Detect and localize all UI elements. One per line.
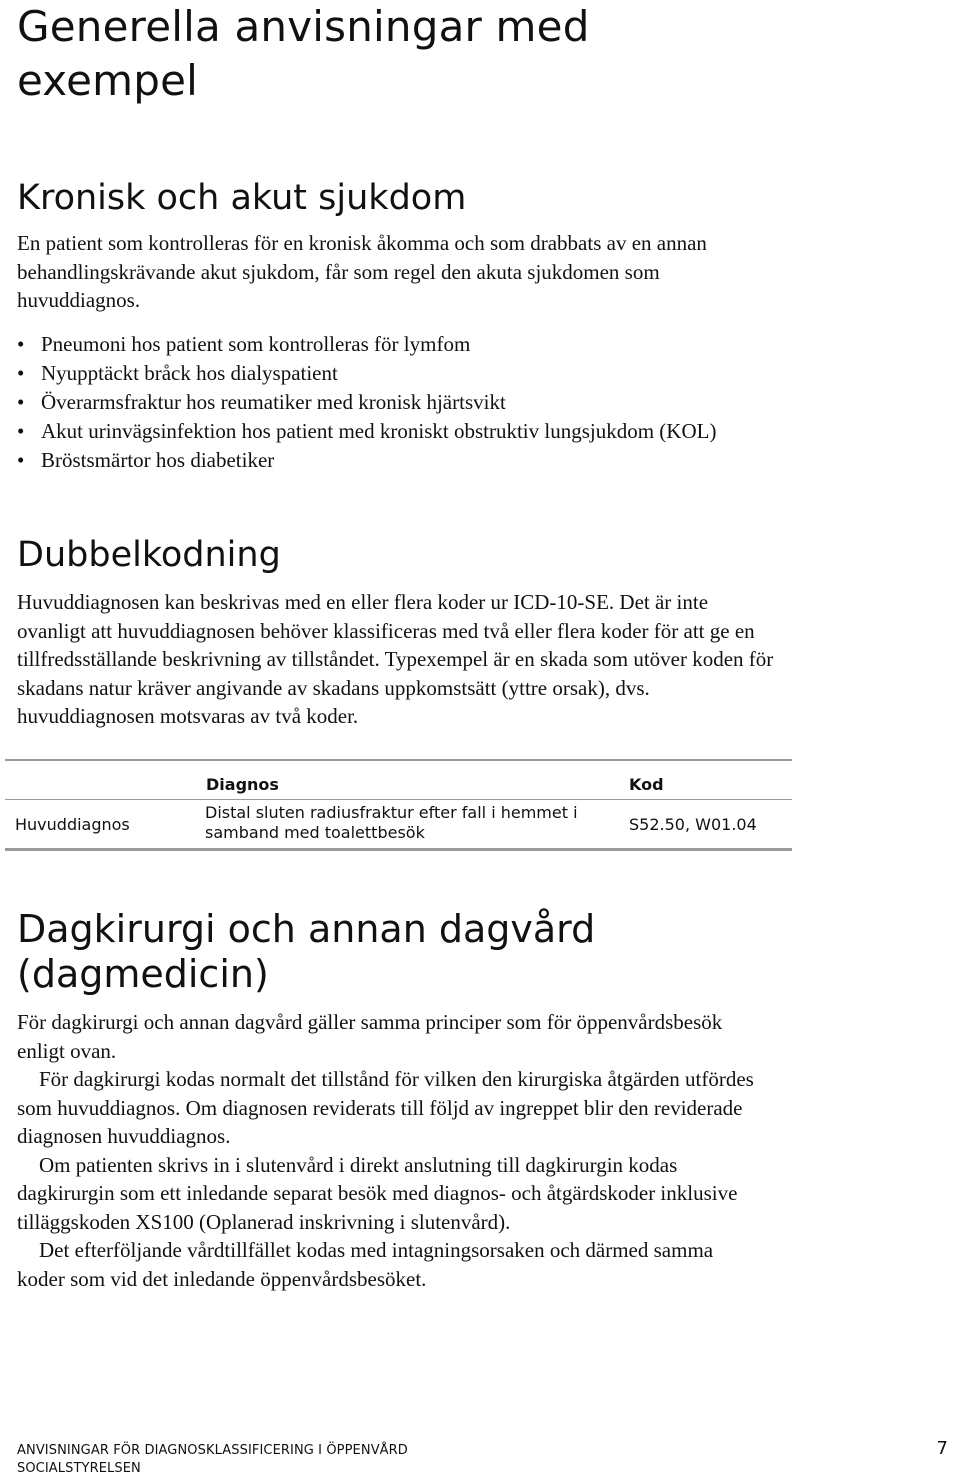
column-header-kod: Kod <box>629 775 664 794</box>
kronisk-intro-paragraph: En patient som kontrolleras för en kronisk åkomma och som drabbats av en annan behandlingskrävande akut sjukdom, får som regel den akuta sjukdomen som huvuddiagnos. <box>17 231 707 312</box>
dubbelkodning-paragraph: Huvuddiagnosen kan beskrivas med en eller flera koder ur ICD-10-SE. Det är inte ovanligt att huvuddiagnosen behöver klassificeras med två eller flera koder för att ge en tillfredsställande beskrivning av tillståndet. Typexempel är en skada som utöver koden för skadans natur kräver angivande av skadans uppkomstsätt (yttre orsak), dvs. huvuddiagnosen motsvaras av två koder. <box>17 590 774 728</box>
dagkirurgi-paragraph-3: Om patienten skrivs in i slutenvård i direkt anslutning till dagkirurgin kodas dagkirurgin som ett inledande separat besök med diagnos- och åtgärdskoder inklusive tilläggskoden XS100 (Oplanerad inskrivning i slutenvård). <box>17 1152 738 1234</box>
list-item <box>17 446 777 475</box>
page-title: Generella anvisningar med exempel <box>17 2 590 105</box>
section-heading-dubbelkodning: Dubbelkodning <box>17 535 281 575</box>
bullet-icon: • <box>17 390 25 414</box>
list-item <box>17 417 777 446</box>
cell-diagnos: Distal sluten radiusfraktur efter fall i hemmet i samband med toalettbesök <box>205 803 578 842</box>
bullet-icon: • <box>17 361 25 385</box>
bullet-icon: • <box>17 419 25 443</box>
kronisk-examples-list <box>17 330 777 475</box>
dagkirurgi-paragraph-1: För dagkirurgi och annan dagvård gäller samma principer som för öppenvårdsbesök enligt ovan. <box>17 1010 723 1063</box>
list-item <box>17 388 777 417</box>
list-item-text: Akut urinvägsinfektion hos patient med kroniskt obstruktiv lungsjukdom (KOL) <box>41 419 717 443</box>
footer-publisher: SOCIALSTYRELSEN <box>17 1461 141 1476</box>
table-header-row <box>5 761 792 800</box>
bullet-icon: • <box>17 332 25 356</box>
section-heading-kronisk: Kronisk och akut sjukdom <box>17 178 467 218</box>
list-item-text: Bröstsmärtor hos diabetiker <box>41 448 275 472</box>
page-number: 7 <box>936 1438 948 1459</box>
list-item <box>17 359 777 388</box>
bullet-icon: • <box>17 448 25 472</box>
page-footer <box>17 1442 408 1478</box>
dagkirurgi-paragraph-2: För dagkirurgi kodas normalt det tillstånd för vilken den kirurgiska åtgärden utfördes som huvuddiagnos. Om diagnosen reviderats till följd av ingreppet blir den reviderade diagnosen huvuddiagnos. <box>17 1067 754 1148</box>
list-item <box>17 330 777 359</box>
footer-document-title: ANVISNINGAR FÖR DIAGNOSKLASSIFICERING I ÖPPENVÅRD <box>17 1443 408 1458</box>
cell-kod: S52.50, W01.04 <box>629 815 757 834</box>
diagnosis-example-table <box>5 759 792 851</box>
column-header-diagnos: Diagnos <box>206 775 279 794</box>
list-item-text: Nyupptäckt bråck hos dialyspatient <box>41 361 338 385</box>
row-label-huvuddiagnos: Huvuddiagnos <box>15 815 130 834</box>
dagkirurgi-text <box>17 1008 757 1293</box>
dagkirurgi-paragraph-4: Det efterföljande vårdtillfället kodas med intagningsorsaken och därmed samma koder som vid det inledande öppenvårdsbesöket. <box>17 1238 714 1291</box>
section-heading-dagkirurgi: Dagkirurgi och annan dagvård (dagmedicin) <box>17 907 596 996</box>
list-item-text: Överarmsfraktur hos reumatiker med kronisk hjärtsvikt <box>41 390 506 414</box>
list-item-text: Pneumoni hos patient som kontrolleras för lymfom <box>41 332 471 356</box>
